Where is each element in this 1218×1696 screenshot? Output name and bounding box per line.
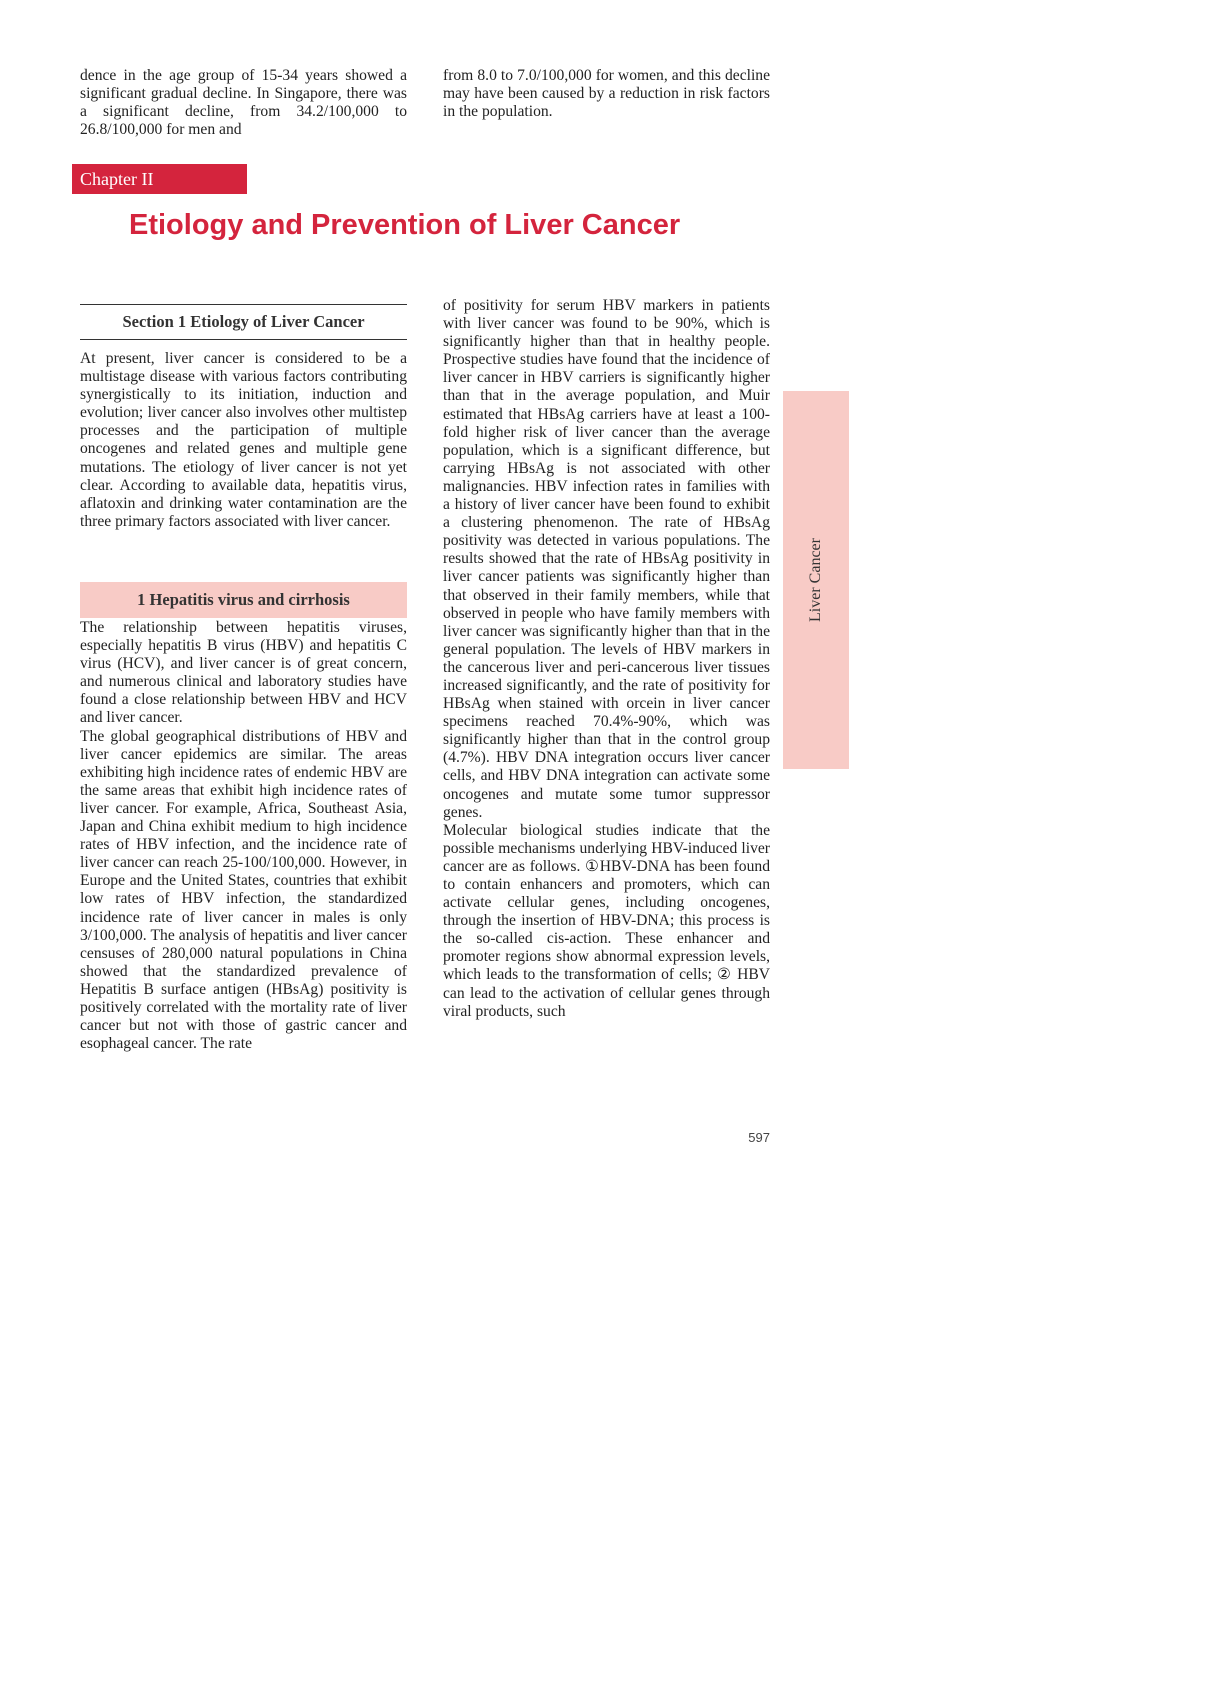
paragraph: The relationship between hepatitis viruses, especially hepatitis B virus (HBV) and hepatitis C virus (HCV), and liver cancer is of great concern, and numerous clinical and laboratory studies have found a close relationship between HBV and HCV and liver cancer.	[80, 619, 407, 727]
paragraph: of positivity for serum HBV markers in patients with liver cancer was found to be 90%, which is significantly higher than that in healthy people. Prospective studies have found that the incidence of liver cancer in HBV carriers is significantly higher than that in the average population, and Muir estimated that HBsAg carriers have at least a 100-fold higher risk of liver cancer than the average population, which is a significant difference, but carrying HBsAg is not associated with other malignancies. HBV infection rates in families with a history of liver cancer have been found to exhibit a clustering phenomenon. The rate of HBsAg positivity was detected in various populations. The results showed that the rate of HBsAg positivity in liver cancer patients was significantly higher than that observed in their family members, while that observed in people who have family members with liver cancer was significantly higher than that in the general population. The levels of HBV markers in the cancerous liver and peri-cancerous liver tissues increased significantly, and the rate of positivity for HBsAg when stained with orcein in liver cancer specimens reached 70.4%-90%, which was significantly higher than that in the control group (4.7%). HBV DNA integration occurs liver cancer cells, and HBV DNA integration can activate some oncogenes and mutate some tumor suppressor genes.	[443, 297, 770, 821]
paragraph: from 8.0 to 7.0/100,000 for women, and this decline may have been caused by a reduction in risk factors in the population.	[443, 67, 770, 121]
subsection-heading: 1 Hepatitis virus and cirrhosis	[80, 582, 407, 618]
page-number: 597	[748, 1130, 770, 1145]
paragraph: At present, liver cancer is considered to be a multistage disease with various factors contributing synergistically to its initiation, induction and evolution; liver cancer also involves other multistep processes and the participation of multiple oncogenes and related genes and multiple gene mutations. The etiology of liver cancer is not yet clear. According to available data, hepatitis virus, aflatoxin and drinking water contamination are the three primary factors associated with liver cancer.	[80, 350, 407, 530]
right-column-body	[443, 297, 770, 1021]
side-tab-label: Liver Cancer	[807, 538, 824, 622]
top-right-column	[443, 67, 770, 121]
left-column-body	[80, 619, 407, 1053]
top-left-column	[80, 67, 407, 139]
chapter-label: Chapter II	[72, 164, 247, 194]
chapter-title: Etiology and Prevention of Liver Cancer	[129, 209, 681, 241]
section-heading: Section 1 Etiology of Liver Cancer	[80, 304, 407, 340]
left-column-intro	[80, 350, 407, 531]
paragraph: Molecular biological studies indicate that the possible mechanisms underlying HBV-induced liver cancer are as follows. ①HBV-DNA has been found to contain enhancers and promoters, which can activate cellular genes, including oncogenes, through the insertion of HBV-DNA; this process is the so-called cis-action. These enhancer and promoter regions show abnormal expression levels, which leads to the transformation of cells; ② HBV can lead to the activation of cellular genes through viral products, such	[443, 821, 770, 1020]
side-tab	[783, 391, 849, 769]
paragraph: The global geographical distributions of HBV and liver cancer epidemics are similar. The areas exhibiting high incidence rates of endemic HBV are the same areas that exhibit high incidence rates of liver cancer. For example, Africa, Southeast Asia, Japan and China exhibit medium to high incidence rates of HBV infection, and the incidence rate of liver cancer can reach 25-100/100,000. However, in Europe and the United States, countries that exhibit low rates of HBV infection, the standardized incidence rate of liver cancer in males is only 3/100,000. The analysis of hepatitis and liver cancer censuses of 280,000 natural populations in China showed that the standardized prevalence of Hepatitis B surface antigen (HBsAg) positivity is positively correlated with the mortality rate of liver cancer but not with those of gastric cancer and esophageal cancer. The rate	[80, 727, 407, 1053]
paragraph: dence in the age group of 15-34 years showed a significant gradual decline. In Singapore, there was a significant decline, from 34.2/100,000 to 26.8/100,000 for men and	[80, 67, 407, 139]
